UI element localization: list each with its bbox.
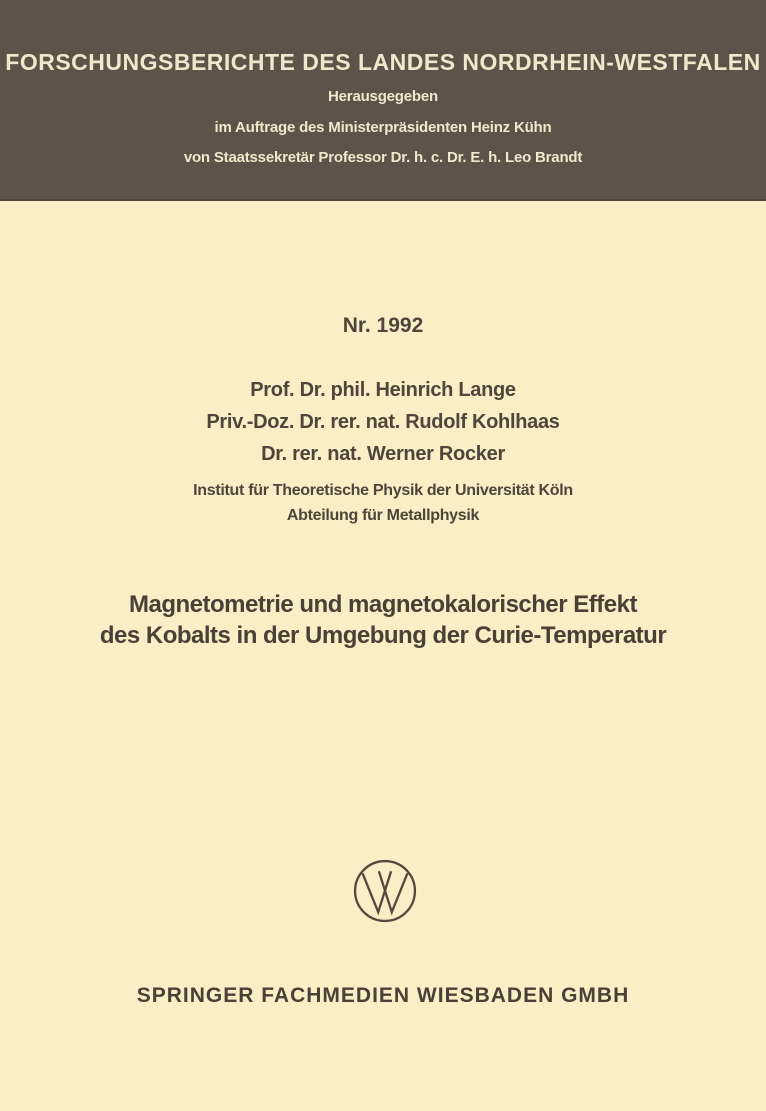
publisher-circled-w-logo-icon (351, 857, 419, 925)
institute-line: Institut für Theoretische Physik der Universität Köln (193, 482, 573, 499)
state-secretary-line: von Staatssekretär Professor Dr. h. c. Dr. E. h. Leo Brandt (183, 149, 583, 166)
affiliation-block (0, 478, 766, 528)
edited-by-label: Herausgegeben (328, 88, 438, 105)
book-title (0, 589, 766, 651)
publisher-name: SPRINGER FACHMEDIEN WIESBADEN GMBH (136, 984, 630, 1007)
commissioned-by-line: im Auftrage des Ministerpräsidenten Heinz Kühn (214, 119, 552, 136)
department-line: Abteilung für Metallphysik (286, 507, 480, 524)
author-line: Priv.-Doz. Dr. rer. nat. Rudolf Kohlhaas (206, 411, 560, 433)
author-line: Prof. Dr. phil. Heinrich Lange (250, 379, 516, 401)
authors-block (0, 374, 766, 470)
report-number: Nr. 1992 (342, 314, 424, 337)
series-header-band (0, 0, 766, 201)
author-line: Dr. rer. nat. Werner Rocker (261, 443, 505, 465)
book-title-line-1: Magnetometrie und magnetokalorischer Effekt (129, 591, 637, 618)
book-title-line-2: des Kobalts in der Umgebung der Curie-Temperatur (99, 622, 667, 649)
series-title: FORSCHUNGSBERICHTE DES LANDES NORDRHEIN-WESTFALEN (5, 49, 761, 75)
